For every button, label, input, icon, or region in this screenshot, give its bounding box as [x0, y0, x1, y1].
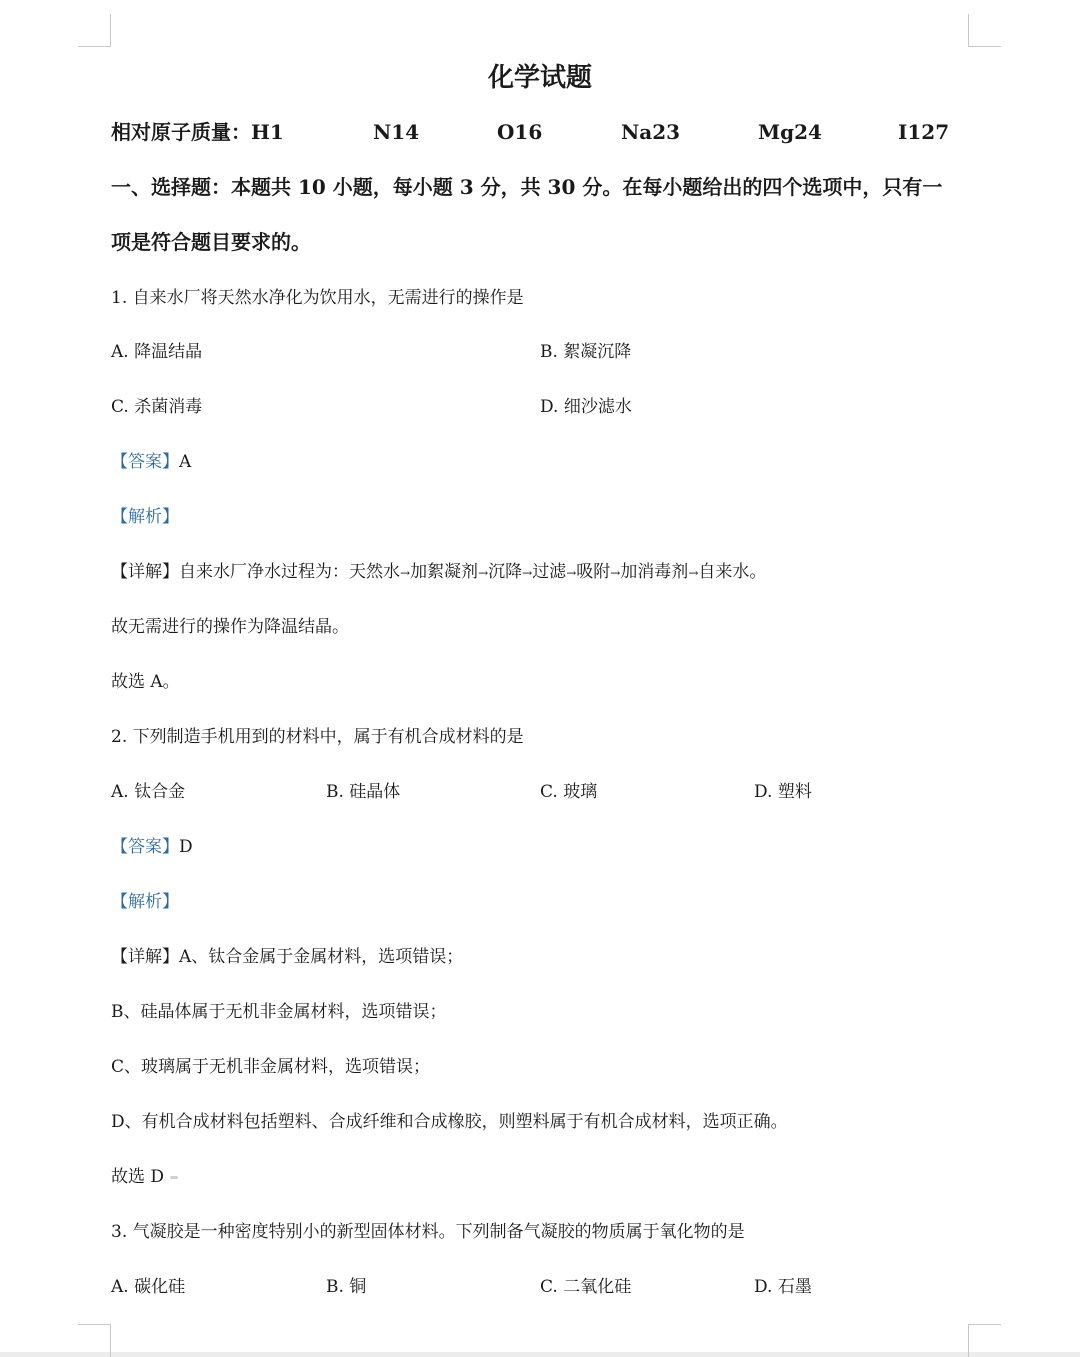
q2-answer: D: [179, 837, 193, 857]
atomic-mass-o: O16: [497, 120, 543, 144]
q3-option-d: D. 石墨: [754, 1277, 812, 1297]
q2-stem: 2. 下列制造手机用到的材料中，属于有机合成材料的是: [111, 727, 524, 747]
q1-detail-part: 自来水厂净水过程为：天然水: [179, 562, 400, 582]
arrow-icon: →: [478, 566, 489, 580]
q1-detail-part: 加消毒剂: [620, 562, 689, 582]
q3-option-c: C. 二氧化硅: [540, 1277, 632, 1297]
crop-mark-top-right: [968, 14, 1001, 47]
atomic-mass-line: [111, 120, 971, 148]
q2-detail-line1: [111, 945, 463, 969]
q1-answer-line: [111, 450, 191, 474]
crop-mark-bottom-left: [78, 1324, 111, 1357]
q2-option-b: B. 硅晶体: [326, 782, 401, 802]
section-heading-line2: 项是符合题目要求的。: [111, 230, 311, 254]
q1-detail-tag: 【详解】: [111, 562, 179, 582]
q2-detail-tag: 【详解】: [111, 947, 179, 967]
crop-mark-top-left: [78, 14, 111, 47]
q2-option-d: D. 塑料: [754, 782, 812, 802]
q3-option-a: A. 碳化硅: [111, 1277, 186, 1297]
q1-detail-part: 吸附: [576, 562, 611, 582]
q2-conclusion-line: [111, 1165, 178, 1189]
arrow-icon: →: [610, 566, 621, 580]
q1-detail-part: 自来水。: [698, 562, 767, 582]
q3-stem: 3. 气凝胶是一种密度特别小的新型固体材料。下列制备气凝胶的物质属于氧化物的是: [111, 1222, 745, 1242]
section-heading-line1: 一、选择题：本题共 10 小题，每小题 3 分，共 30 分。在每小题给出的四个选项中，只有一: [111, 175, 943, 199]
q2-answer-line: [111, 835, 193, 859]
q1-answer: A: [179, 452, 192, 472]
atomic-mass-i: I127: [898, 120, 950, 144]
q1-detail-part: 过滤: [532, 562, 567, 582]
q1-detail-part: 沉降: [488, 562, 523, 582]
q2-answer-tag: 【答案】: [111, 837, 179, 857]
atomic-mass-mg: Mg24: [758, 120, 822, 144]
atomic-mass-na: Na23: [621, 120, 681, 144]
q1-conclusion: 故选 A。: [111, 672, 180, 692]
atomic-mass-label: 相对原子质量：H1: [111, 120, 284, 144]
arrow-icon: →: [522, 566, 533, 580]
q1-detail-line: [111, 560, 766, 585]
arrow-icon: →: [688, 566, 699, 580]
q1-answer-tag: 【答案】: [111, 452, 179, 472]
q2-analysis-tag: 【解析】: [111, 892, 179, 912]
ink-smudge: [170, 1176, 178, 1179]
q1-option-a: A. 降温结晶: [111, 342, 203, 362]
q3-option-b: B. 铜: [326, 1277, 367, 1297]
page-title: 化学试题: [487, 63, 592, 93]
q1-option-b: B. 絮凝沉降: [540, 342, 632, 362]
arrow-icon: →: [566, 566, 577, 580]
q2-option-c: C. 玻璃: [540, 782, 598, 802]
q1-detail-part: 加絮凝剂: [410, 562, 479, 582]
q1-option-c: C. 杀菌消毒: [111, 397, 203, 417]
q1-stem: 1. 自来水厂将天然水净化为饮用水，无需进行的操作是: [111, 288, 524, 308]
q2-detail-line4: D、有机合成材料包括塑料、合成纤维和合成橡胶，则塑料属于有机合成材料，选项正确。: [111, 1112, 788, 1132]
arrow-icon: →: [400, 566, 411, 580]
atomic-mass-n: N14: [373, 120, 420, 144]
q2-detail-line2: B、硅晶体属于无机非金属材料，选项错误；: [111, 1002, 447, 1022]
q2-detail-text: A、钛合金属于金属材料，选项错误；: [179, 947, 464, 967]
q2-detail-line3: C、玻璃属于无机非金属材料，选项错误；: [111, 1057, 431, 1077]
q2-option-a: A. 钛合金: [111, 782, 186, 802]
q2-conclusion: 故选 D: [111, 1167, 165, 1187]
q1-option-d: D. 细沙滤水: [540, 397, 632, 417]
q1-analysis-tag: 【解析】: [111, 507, 179, 527]
q1-detail-line2: 故无需进行的操作为降温结晶。: [111, 617, 349, 637]
crop-mark-bottom-right: [968, 1324, 1001, 1357]
